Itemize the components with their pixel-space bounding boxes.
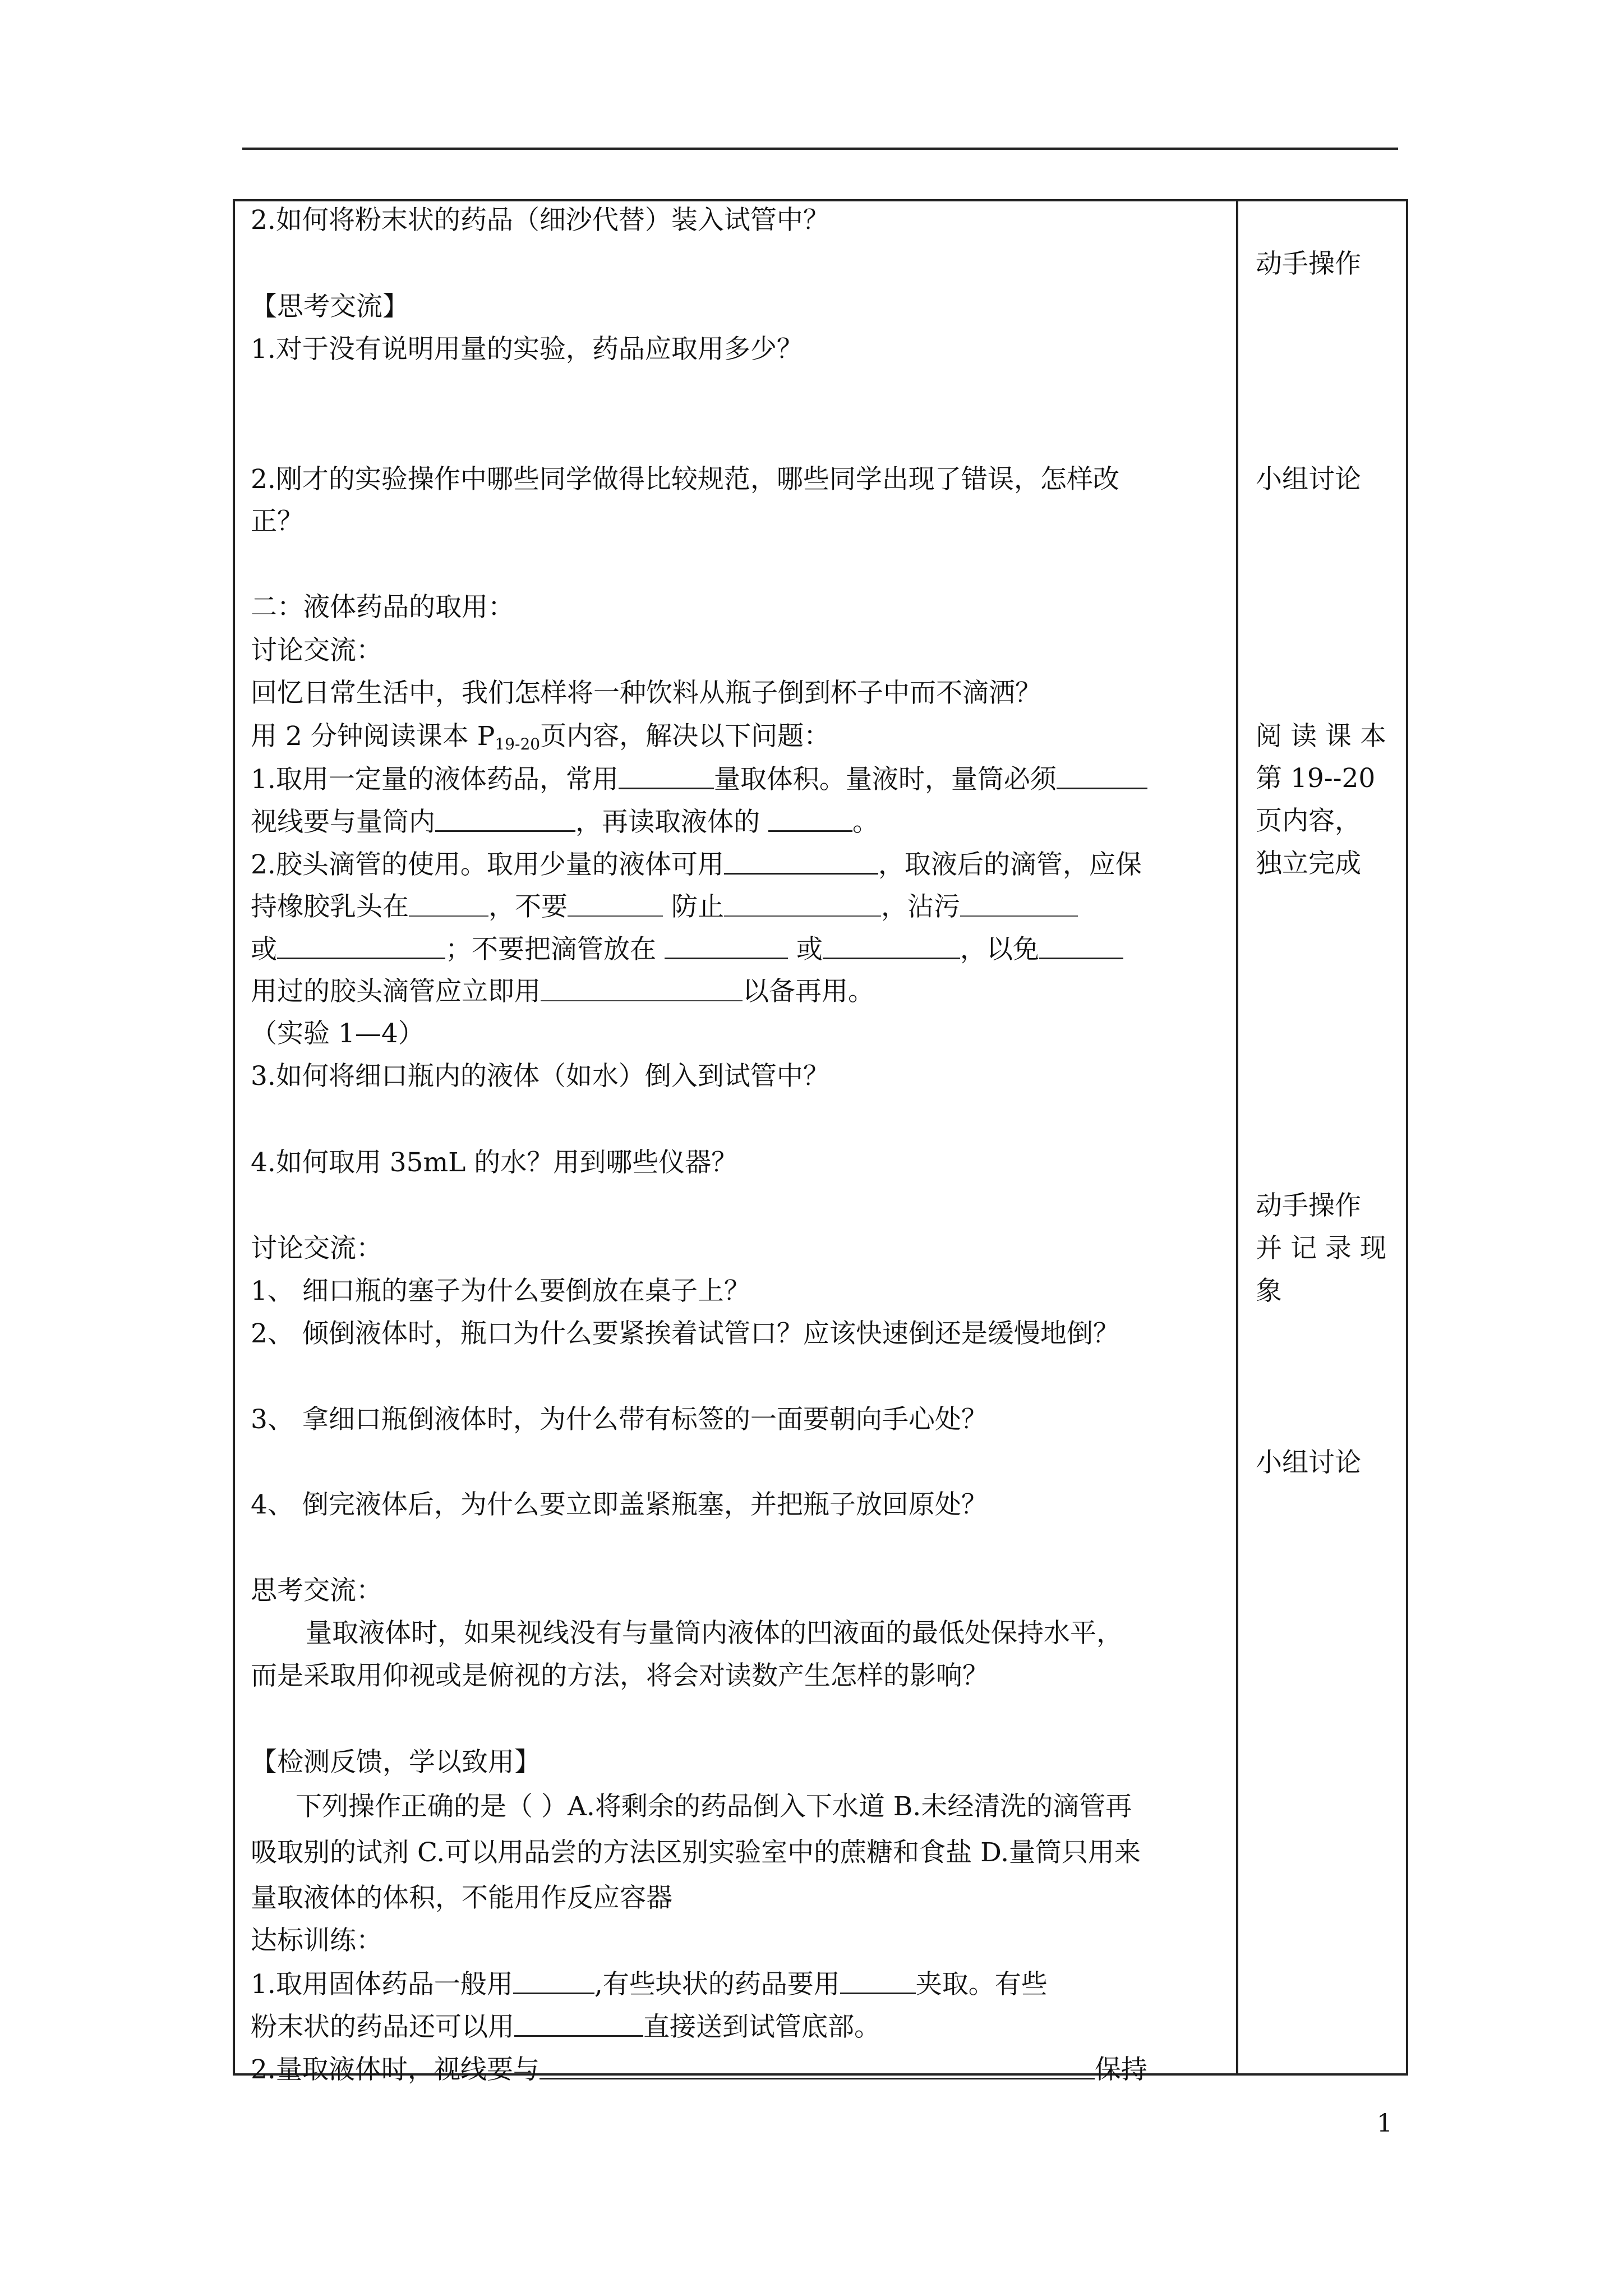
fill-text: 保持 <box>1094 2054 1147 2085</box>
fill-text: 。 <box>852 807 879 838</box>
discuss-label-1: 讨论交流： <box>251 635 382 666</box>
check-question-line2: 吸取别的试剂 C.可以用品尝的方法区别实验室中的蔗糖和食盐 D.量筒只用来 <box>251 1837 1141 1868</box>
discussion-item-4: 4、 倒完液体后，为什么要立即盖紧瓶塞，并把瓶子放回原处？ <box>251 1489 988 1520</box>
recall-question: 回忆日常生活中，我们怎样将一种饮料从瓶子倒到杯子中而不滴洒？ <box>251 678 1041 708</box>
fill-text: ；不要把滴管放在 <box>445 934 665 965</box>
training-item-2-line1 <box>251 2053 1147 2086</box>
experiment-label: （实验 1—4） <box>251 1018 425 1049</box>
blank[interactable] <box>409 891 488 917</box>
fill-text: 视线要与量筒内 <box>251 807 435 838</box>
blank[interactable] <box>1057 763 1147 789</box>
fill-text: ，取液后的滴管，应保 <box>878 849 1142 880</box>
column-divider <box>1236 199 1238 2076</box>
discussion-item-3: 3、 拿细口瓶倒液体时，为什么带有标签的一面要朝向手心处？ <box>251 1404 988 1435</box>
blank[interactable] <box>724 891 881 917</box>
side-note-reading-line3: 页内容， <box>1256 806 1361 836</box>
think-question-2-line2: 正？ <box>251 506 303 537</box>
fill-text: ，以免 <box>960 934 1039 965</box>
reading-text-pre: 用 2 分钟阅读课本 P <box>251 721 495 752</box>
fill-text: 粉末状的药品还可以用 <box>251 2012 514 2042</box>
blank[interactable] <box>435 806 575 832</box>
side-note-group-discussion-2: 小组讨论 <box>1256 1447 1361 1478</box>
blank[interactable] <box>960 891 1078 917</box>
think-question-2-line1: 2.刚才的实验操作中哪些同学做得比较规范，哪些同学出现了错误，怎样改 <box>251 464 1119 495</box>
question-3: 3.如何将细口瓶内的液体（如水）倒入到试管中？ <box>251 1061 829 1092</box>
side-note-reading-line1: 阅 读 课 本 <box>1256 721 1386 752</box>
side-note-reading-line4: 独立完成 <box>1256 848 1361 879</box>
blank[interactable] <box>823 933 960 959</box>
reading-instruction <box>251 721 830 760</box>
side-note-hands-on-2-line1: 动手操作 <box>1256 1190 1361 1221</box>
blank[interactable] <box>540 2053 1095 2079</box>
fill-text: 或 <box>251 934 277 965</box>
fill-text: 或 <box>787 934 823 965</box>
fill-item-2-line1 <box>251 848 1142 881</box>
liquid-heading: 二：液体药品的取用： <box>251 592 514 623</box>
side-note-reading-line2: 第 19--20 <box>1256 763 1376 794</box>
blank[interactable] <box>541 976 743 1001</box>
blank[interactable] <box>568 891 663 917</box>
fill-text: 量取体积。量液时，量筒必须 <box>713 764 1057 795</box>
blank[interactable] <box>514 2010 643 2037</box>
think-question-1: 1.对于没有说明用量的实验，药品应取用多少？ <box>251 334 803 365</box>
think-heading: 【思考交流】 <box>251 291 409 322</box>
fill-text: ,有些块状的药品要用 <box>594 1969 840 2000</box>
think-paragraph-line1: 量取液体时，如果视线没有与量筒内液体的凹液面的最低处保持水平， <box>306 1618 1123 1649</box>
fill-text: 防止 <box>663 891 724 922</box>
side-note-hands-on-2-line3: 象 <box>1256 1276 1282 1306</box>
question-4: 4.如何取用 35mL 的水？用到哪些仪器？ <box>251 1147 738 1178</box>
side-note-hands-on-2-line2: 并 记 录 现 <box>1256 1233 1386 1264</box>
side-note-group-discussion-1: 小组讨论 <box>1256 464 1361 495</box>
fill-text: 以备再用。 <box>743 976 874 1007</box>
fill-text: 2.胶头滴管的使用。取用少量的液体可用 <box>251 849 724 880</box>
blank[interactable] <box>768 806 852 832</box>
blank[interactable] <box>724 848 878 875</box>
page-range: 19-20 <box>495 735 541 753</box>
reading-text-post: 页内容，解决以下问题： <box>540 721 831 752</box>
discussion-item-1: 1、 细口瓶的塞子为什么要倒放在桌子上？ <box>251 1276 750 1306</box>
page-number: 1 <box>1377 2109 1393 2138</box>
fill-text: ，沾污 <box>880 891 960 922</box>
header-rule <box>242 148 1398 150</box>
fill-text: 1.取用固体药品一般用 <box>251 1969 513 2000</box>
blank[interactable] <box>1039 933 1123 959</box>
fill-text: 1.取用一定量的液体药品，常用 <box>251 764 619 795</box>
check-question-line3: 量取液体的体积，不能用作反应容器 <box>251 1883 672 1913</box>
fill-text: 夹取。有些 <box>915 1969 1048 2000</box>
training-item-1-line2 <box>251 2010 880 2043</box>
training-heading: 达标训练： <box>251 1925 382 1956</box>
fill-item-2-line4 <box>251 976 874 1007</box>
fill-text: 直接送到试管底部。 <box>643 2012 880 2042</box>
fill-text: 2.量取液体时，视线要与 <box>251 2054 540 2085</box>
fill-text: ，不要 <box>488 891 568 922</box>
think-paragraph-line2: 而是采取用仰视或是俯视的方法，将会对读数产生怎样的影响？ <box>251 1660 989 1691</box>
discussion-item-2: 2、 倾倒液体时，瓶口为什么要紧挨着试管口？应该快速倒还是缓慢地倒？ <box>251 1318 1119 1349</box>
check-question-line1: 下列操作正确的是（ ）A.将剩余的药品倒入下水道 B.未经清洗的滴管再 <box>296 1791 1132 1822</box>
think-label-2: 思考交流： <box>251 1575 382 1606</box>
fill-text: 用过的胶头滴管应立即用 <box>251 976 541 1007</box>
blank[interactable] <box>840 1968 916 1994</box>
question-powder: 2.如何将粉末状的药品（细沙代替）装入试管中？ <box>251 205 829 236</box>
discuss-label-2: 讨论交流： <box>251 1233 382 1264</box>
blank[interactable] <box>277 933 445 959</box>
blank[interactable] <box>619 763 714 789</box>
check-heading: 【检测反馈，学以致用】 <box>251 1747 541 1778</box>
side-note-hands-on-1: 动手操作 <box>1256 249 1361 279</box>
fill-item-2-line2 <box>251 891 1078 923</box>
fill-item-1-line1 <box>251 763 1147 795</box>
fill-item-1-line2 <box>251 806 879 838</box>
fill-text: 持橡胶乳头在 <box>251 891 409 922</box>
fill-text: ，再读取液体的 <box>575 807 768 838</box>
training-item-1-line1 <box>251 1968 1048 2000</box>
fill-item-2-line3 <box>251 933 1123 965</box>
blank[interactable] <box>513 1968 594 1994</box>
blank[interactable] <box>665 933 788 959</box>
